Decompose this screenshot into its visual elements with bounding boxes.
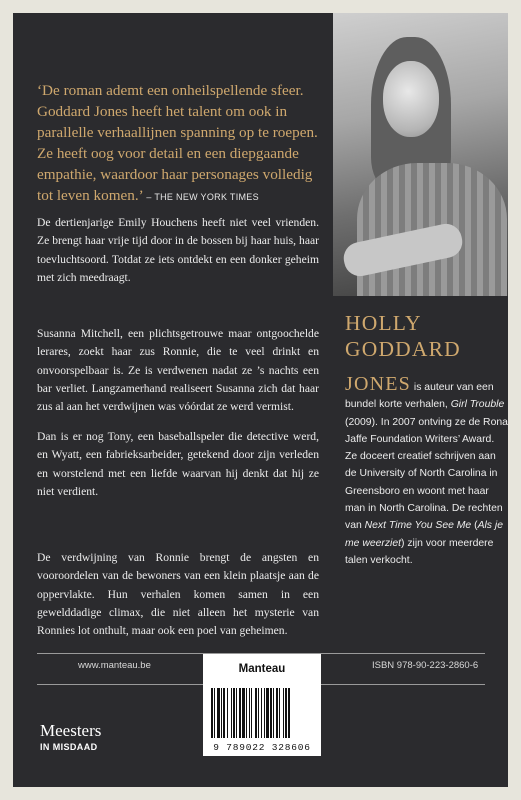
bio-book-title-2: Next Time You See Me [364, 520, 472, 532]
author-name-line-2: GODDARD [345, 337, 461, 361]
quote-source: – THE NEW YORK TIMES [146, 192, 259, 202]
blurb-paragraph-3: Dan is er nog Tony, een baseballspeler die detective werd, en Wyatt, een fabrieksarbeider, getekend door zijn verleden en worstelend met een liefde waarvan hij denkt dat hij ze niet verdient. [37, 430, 319, 498]
quote-text: ‘De roman ademt een onheilspellende sfeer. Goddard Jones heeft het talent om ook in parallelle verhaallijnen spanning op te roepen. Ze heeft oog voor detail en een diepgaande empathie, waardoor haar personages volledig tot leven komen.’ [37, 82, 318, 204]
isbn: ISBN 978-90-223-2860-6 [372, 660, 479, 671]
bio-book-title-3: Als je me weerziet [345, 520, 503, 549]
imprint-line-1: Meesters [40, 721, 102, 740]
publisher-website: www.manteau.be [78, 660, 151, 671]
author-name-line-1: HOLLY [345, 311, 422, 335]
author-name [345, 310, 505, 362]
author-name-line-3: JONES [345, 373, 412, 395]
imprint-line-2: IN MISDAAD [40, 742, 98, 752]
blurb-paragraph-4: De verdwijning van Ronnie brengt de angsten en vooroordelen van de bewoners van een klein plaatsje aan de oppervlakte. Hun verhalen komen samen in een gewelddadige climax, die niet alleen het mysterie van Ronnies lot onthult, maar ook een poel van geheimen. [37, 551, 319, 638]
barcode [203, 684, 321, 756]
publisher-label: Manteau [203, 654, 321, 684]
barcode-number: 9 789022 328606 [213, 742, 311, 753]
bio-book-title-1: Girl Trouble [450, 399, 505, 411]
press-quote [37, 80, 327, 208]
author-photo [333, 13, 508, 296]
bio-text-1: is auteur van een bundel korte verhalen, [345, 382, 494, 411]
bio-text-2: (2009). In 2007 ontving ze de Rona Jaffe Foundation Writers’ Award. Ze doceert creatief schrijven aan de University of North Carolina in Greensboro en woont met haar man in North Carolina. De rechten van [345, 416, 508, 532]
bio-text-3: ( [471, 520, 478, 532]
blurb-paragraph-2: Susanna Mitchell, een plichtsgetrouwe maar ontgoochelde lerares, zoekt haar zus Ronnie, die te veel drinkt en onvoorspelbaar is. Ze is verdwenen nadat ze ’s nachts een bar verliet. Langzamerhand realiseert Susanna zich dat haar zus al aan het verdwijnen was vóórdat ze werd vermist. [37, 327, 319, 414]
blurb-paragraph-1: De dertienjarige Emily Houchens heeft niet veel vrienden. Ze brengt haar vrije tijd door in de bossen bij haar huis, haar toevluchtsoord. Totdat ze iets ontdekt en een donker geheim met zich meedraagt. [37, 216, 319, 284]
author-bio [345, 373, 508, 569]
barcode-bars [211, 688, 313, 738]
imprint-logo [40, 722, 101, 752]
bio-text-4: ) zijn voor meerdere talen verkocht. [345, 537, 494, 566]
